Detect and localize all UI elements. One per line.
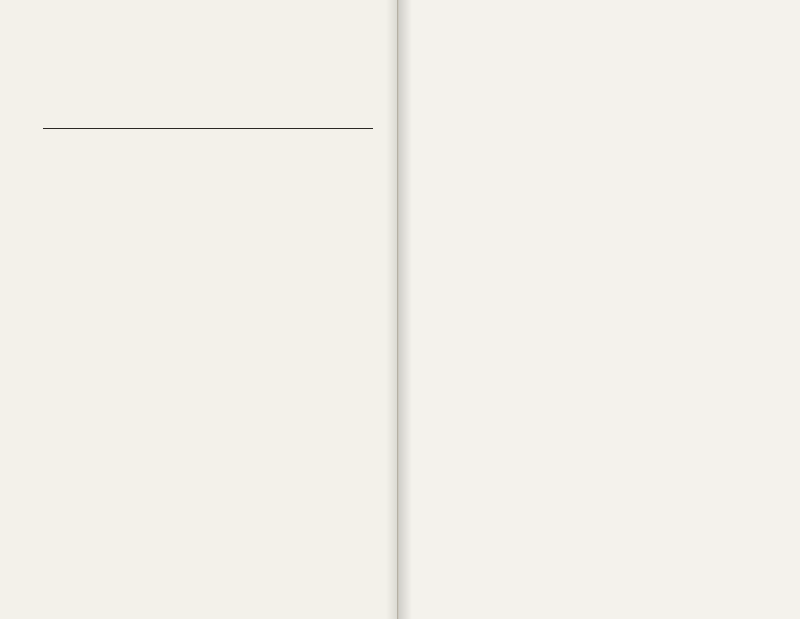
- toc-subentry-detail: [43, 118, 373, 123]
- toc-entry-institutions: [43, 114, 373, 129]
- table-of-contents: [43, 114, 373, 129]
- right-page: [399, 0, 800, 619]
- book-gutter-shadow: [386, 0, 412, 619]
- left-page: [0, 0, 398, 619]
